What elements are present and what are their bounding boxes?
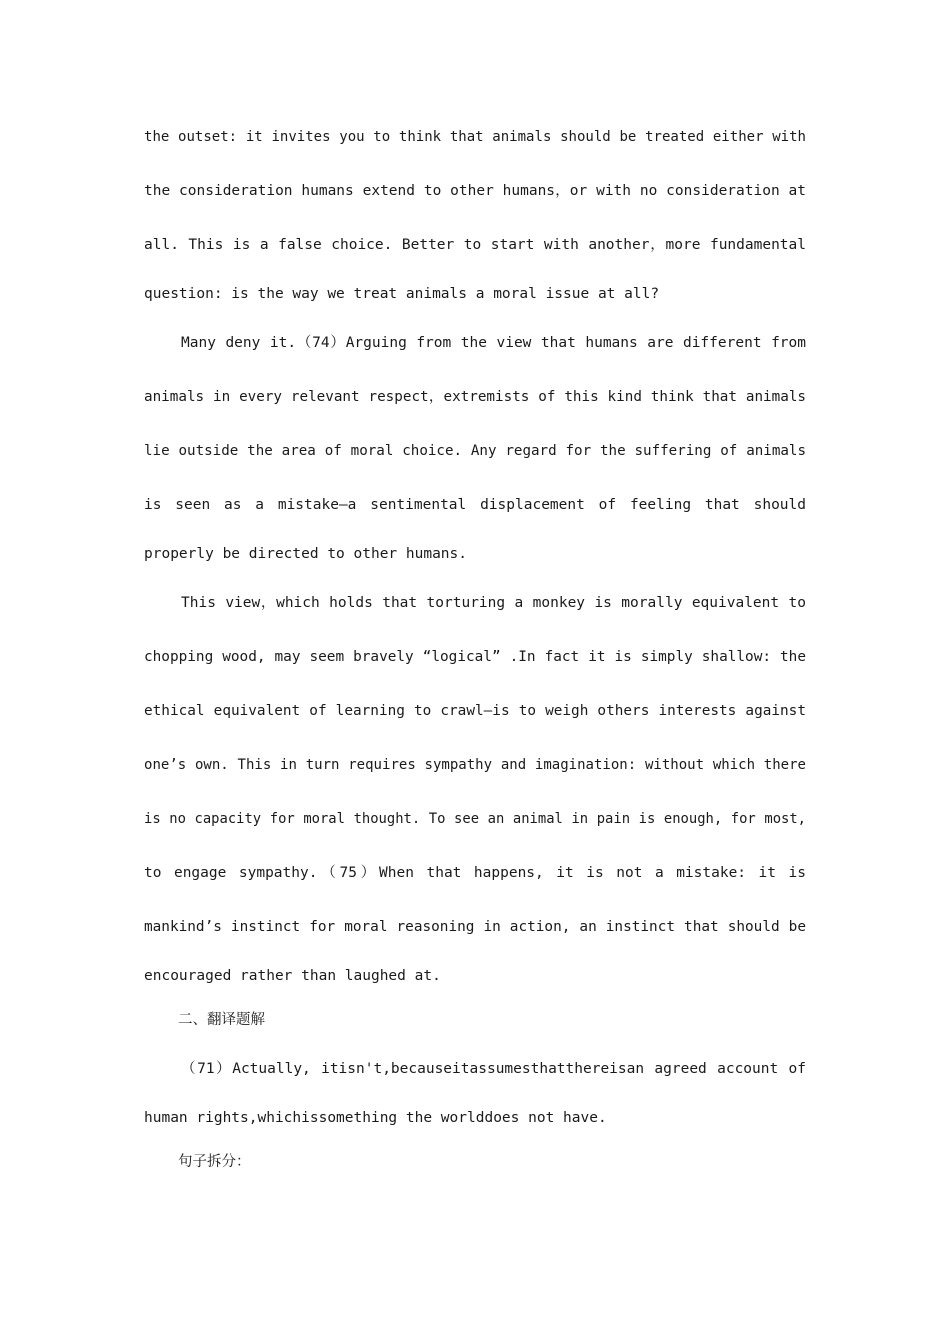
- paragraph-1-line-3: all. This is a false choice. Better to start with another，more fundamental: [144, 237, 806, 253]
- translation-71: [144, 1042, 806, 1140]
- paragraph-1: [144, 110, 806, 316]
- paragraph-3-line-4: one’s own. This in turn requires sympathy and imagination: without which there: [144, 757, 806, 773]
- paragraph-3-line-6: to engage sympathy.（75）When that happens, it is not a mistake: it is: [144, 865, 806, 881]
- paragraph-3-line-3: ethical equivalent of learning to crawl—is to weigh others interests against: [144, 703, 806, 719]
- paragraph-1-line-1: the outset: it invites you to think that animals should be treated either with: [144, 129, 806, 145]
- paragraph-1-line-2: the consideration humans extend to other humans，or with no consideration at: [144, 183, 806, 199]
- paragraph-3-line-8: encouraged rather than laughed at.: [144, 968, 441, 984]
- sentence-split-label: 句子拆分：: [178, 1154, 251, 1170]
- document-body: [144, 110, 806, 1184]
- paragraph-3: [144, 576, 806, 998]
- paragraph-3-line-5: is no capacity for moral thought. To see an animal in pain is enough, for most,: [144, 811, 806, 827]
- paragraph-2-line-3: lie outside the area of moral choice. Any regard for the suffering of animals: [144, 443, 806, 459]
- paragraph-3-line-7: mankind’s instinct for moral reasoning in action, an instinct that should be: [144, 919, 806, 935]
- translation-71-line-2: human rights,whichissomething the worlddoes not have.: [144, 1110, 607, 1126]
- paragraph-2-line-5: properly be directed to other humans.: [144, 546, 468, 562]
- paragraph-2-line-2: animals in every relevant respect，extremists of this kind think that animals: [144, 389, 806, 405]
- paragraph-2-line-4: is seen as a mistake—a sentimental displacement of feeling that should: [144, 497, 806, 513]
- paragraph-2-line-1: Many deny it.（74）Arguing from the view that humans are different from: [181, 335, 806, 351]
- translation-71-line-1: （71）Actually, itisn't,becauseitassumesthatthereisan agreed account of: [181, 1061, 806, 1077]
- paragraph-3-line-2: chopping wood, may seem bravely “logical” .In fact it is simply shallow: the: [144, 649, 806, 665]
- paragraph-1-line-4: question: is the way we treat animals a moral issue at all?: [144, 286, 660, 302]
- paragraph-2: [144, 316, 806, 576]
- paragraph-3-line-1: This view，which holds that torturing a monkey is morally equivalent to: [181, 595, 806, 611]
- section-heading: 二、翻译题解: [178, 1012, 265, 1028]
